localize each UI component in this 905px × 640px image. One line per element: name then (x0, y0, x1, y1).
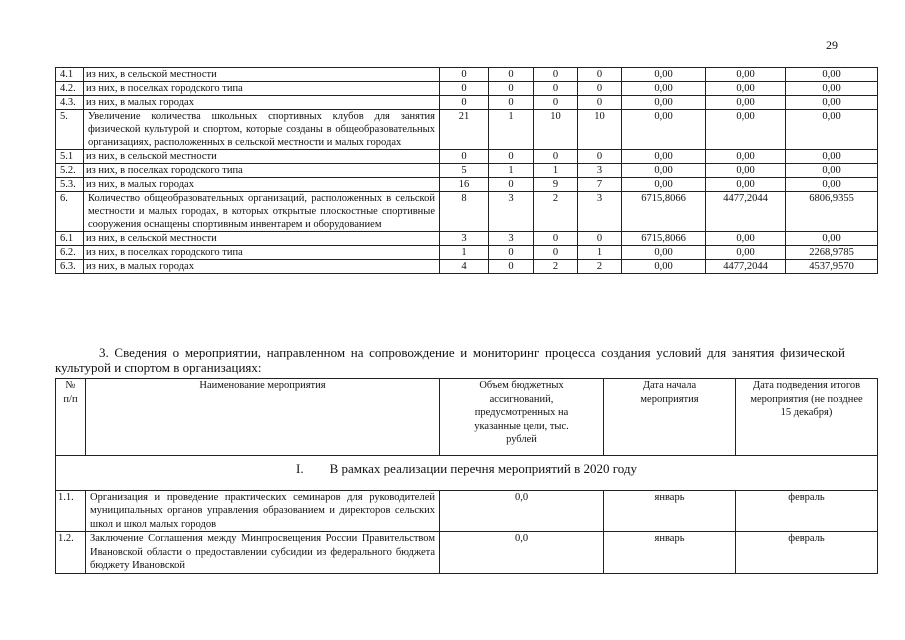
cell-v1: 16 (440, 178, 489, 192)
cell-v2: 0 (489, 68, 534, 82)
table-row (56, 164, 878, 178)
cell-v3: 0 (534, 150, 578, 164)
cell-v5: 0,00 (622, 96, 706, 110)
indicators-table (55, 67, 878, 274)
cell-name: из них, в сельской местности (84, 150, 440, 164)
cell-v1: 0 (440, 68, 489, 82)
cell-idx: 5.1 (56, 150, 84, 164)
cell-idx: 6. (56, 192, 84, 232)
cell-v5: 0,00 (622, 246, 706, 260)
cell-v1: 0 (440, 150, 489, 164)
cell-start: январь (604, 532, 736, 574)
table-row (56, 150, 878, 164)
table-row (56, 532, 878, 574)
section-row (56, 456, 878, 491)
cell-v4: 0 (578, 150, 622, 164)
table-header-row (56, 379, 878, 456)
header-start: Дата начала мероприятия (604, 379, 736, 456)
header-name: Наименование мероприятия (86, 379, 440, 456)
cell-v1: 21 (440, 110, 489, 150)
table-row (56, 246, 878, 260)
cell-v2: 0 (489, 150, 534, 164)
cell-v7: 0,00 (786, 96, 878, 110)
cell-idx: 6.3. (56, 260, 84, 274)
cell-num: 1.2. (56, 532, 86, 574)
cell-v4: 3 (578, 192, 622, 232)
table-row (56, 192, 878, 232)
cell-name: Организация и проведение практических семинаров для руководителей муниципальных органов управления образованием и директоров сельских школ и школ малых городов (86, 490, 440, 532)
cell-v4: 2 (578, 260, 622, 274)
cell-v4: 0 (578, 68, 622, 82)
cell-end: февраль (736, 490, 878, 532)
cell-v2: 0 (489, 96, 534, 110)
cell-v3: 10 (534, 110, 578, 150)
cell-name: Заключение Соглашения между Минпросвещения России Правительством Ивановской области о предоставлении субсидии из федерального бюджета бюджету Ивановской (86, 532, 440, 574)
measures-table (55, 378, 878, 574)
cell-v6: 0,00 (706, 246, 786, 260)
cell-budget: 0,0 (440, 532, 604, 574)
cell-name: Количество общеобразовательных организаций, расположенных в сельской местности и малых городах, в которых открытые плоскостные спортивные сооружения оснащены спортивным инвентарем и оборудованием (84, 192, 440, 232)
cell-v4: 0 (578, 232, 622, 246)
cell-v5: 0,00 (622, 110, 706, 150)
cell-idx: 5. (56, 110, 84, 150)
cell-v4: 0 (578, 82, 622, 96)
cell-idx: 5.3. (56, 178, 84, 192)
cell-v2: 0 (489, 246, 534, 260)
cell-v6: 0,00 (706, 178, 786, 192)
cell-name: из них, в малых городах (84, 96, 440, 110)
table-row (56, 68, 878, 82)
cell-v7: 0,00 (786, 150, 878, 164)
cell-v2: 3 (489, 192, 534, 232)
cell-num: 1.1. (56, 490, 86, 532)
cell-v6: 0,00 (706, 164, 786, 178)
table-row (56, 110, 878, 150)
cell-idx: 4.3. (56, 96, 84, 110)
cell-idx: 5.2. (56, 164, 84, 178)
cell-v5: 6715,8066 (622, 192, 706, 232)
cell-v3: 0 (534, 232, 578, 246)
cell-v6: 0,00 (706, 232, 786, 246)
table-row (56, 490, 878, 532)
header-budget: Объем бюджетных ассигнований, предусмотренных на указанные цели, тыс. рублей (440, 379, 604, 456)
cell-v2: 3 (489, 232, 534, 246)
header-num: № п/п (56, 379, 86, 456)
cell-v5: 0,00 (622, 164, 706, 178)
cell-v7: 2268,9785 (786, 246, 878, 260)
cell-v2: 1 (489, 164, 534, 178)
cell-name: Увеличение количества школьных спортивных клубов для занятия физической культурой и спортом, которые созданы в общеобразовательных организациях, расположенных в сельской местности и малых городах (84, 110, 440, 150)
cell-v1: 0 (440, 82, 489, 96)
cell-budget: 0,0 (440, 490, 604, 532)
section-heading: 3. Сведения о мероприятии, направленном на сопровождение и мониторинг процесса создания условий для занятия физической культурой и спортом в организациях: (55, 345, 845, 375)
cell-idx: 6.2. (56, 246, 84, 260)
cell-v2: 0 (489, 260, 534, 274)
cell-v5: 0,00 (622, 68, 706, 82)
cell-v7: 6806,9355 (786, 192, 878, 232)
cell-end: февраль (736, 532, 878, 574)
cell-v1: 3 (440, 232, 489, 246)
cell-v6: 4477,2044 (706, 192, 786, 232)
cell-v7: 0,00 (786, 82, 878, 96)
cell-v6: 0,00 (706, 68, 786, 82)
header-end: Дата подведения итогов мероприятия (не позднее 15 декабря) (736, 379, 878, 456)
cell-v7: 0,00 (786, 68, 878, 82)
cell-v6: 0,00 (706, 82, 786, 96)
table-row (56, 260, 878, 274)
cell-name: из них, в поселках городского типа (84, 82, 440, 96)
cell-v3: 0 (534, 82, 578, 96)
cell-v4: 0 (578, 96, 622, 110)
cell-v3: 0 (534, 96, 578, 110)
cell-v6: 0,00 (706, 150, 786, 164)
cell-v2: 0 (489, 82, 534, 96)
cell-v5: 0,00 (622, 178, 706, 192)
cell-v3: 2 (534, 192, 578, 232)
table-row (56, 232, 878, 246)
cell-v6: 0,00 (706, 96, 786, 110)
cell-v4: 7 (578, 178, 622, 192)
cell-v6: 0,00 (706, 110, 786, 150)
cell-v7: 0,00 (786, 164, 878, 178)
cell-name: из них, в малых городах (84, 178, 440, 192)
cell-name: из них, в малых городах (84, 260, 440, 274)
cell-v4: 3 (578, 164, 622, 178)
cell-idx: 4.2. (56, 82, 84, 96)
cell-v5: 0,00 (622, 82, 706, 96)
table-row (56, 82, 878, 96)
cell-v4: 10 (578, 110, 622, 150)
cell-v1: 4 (440, 260, 489, 274)
cell-v5: 0,00 (622, 260, 706, 274)
cell-v4: 1 (578, 246, 622, 260)
cell-idx: 6.1 (56, 232, 84, 246)
cell-v3: 9 (534, 178, 578, 192)
cell-v7: 4537,9570 (786, 260, 878, 274)
cell-name: из них, в сельской местности (84, 68, 440, 82)
cell-v3: 0 (534, 68, 578, 82)
section-row-label: I. В рамках реализации перечня мероприятий в 2020 году (56, 456, 878, 491)
cell-name: из них, в сельской местности (84, 232, 440, 246)
table-row (56, 178, 878, 192)
cell-v7: 0,00 (786, 178, 878, 192)
cell-v2: 1 (489, 110, 534, 150)
cell-v2: 0 (489, 178, 534, 192)
cell-v3: 0 (534, 246, 578, 260)
cell-v3: 2 (534, 260, 578, 274)
cell-v7: 0,00 (786, 110, 878, 150)
cell-v6: 4477,2044 (706, 260, 786, 274)
cell-v5: 0,00 (622, 150, 706, 164)
cell-start: январь (604, 490, 736, 532)
cell-v7: 0,00 (786, 232, 878, 246)
cell-v3: 1 (534, 164, 578, 178)
cell-idx: 4.1 (56, 68, 84, 82)
page-number: 29 (826, 38, 838, 52)
table-row (56, 96, 878, 110)
cell-v1: 8 (440, 192, 489, 232)
cell-name: из них, в поселках городского типа (84, 164, 440, 178)
cell-v1: 1 (440, 246, 489, 260)
cell-v1: 0 (440, 96, 489, 110)
cell-name: из них, в поселках городского типа (84, 246, 440, 260)
cell-v1: 5 (440, 164, 489, 178)
cell-v5: 6715,8066 (622, 232, 706, 246)
